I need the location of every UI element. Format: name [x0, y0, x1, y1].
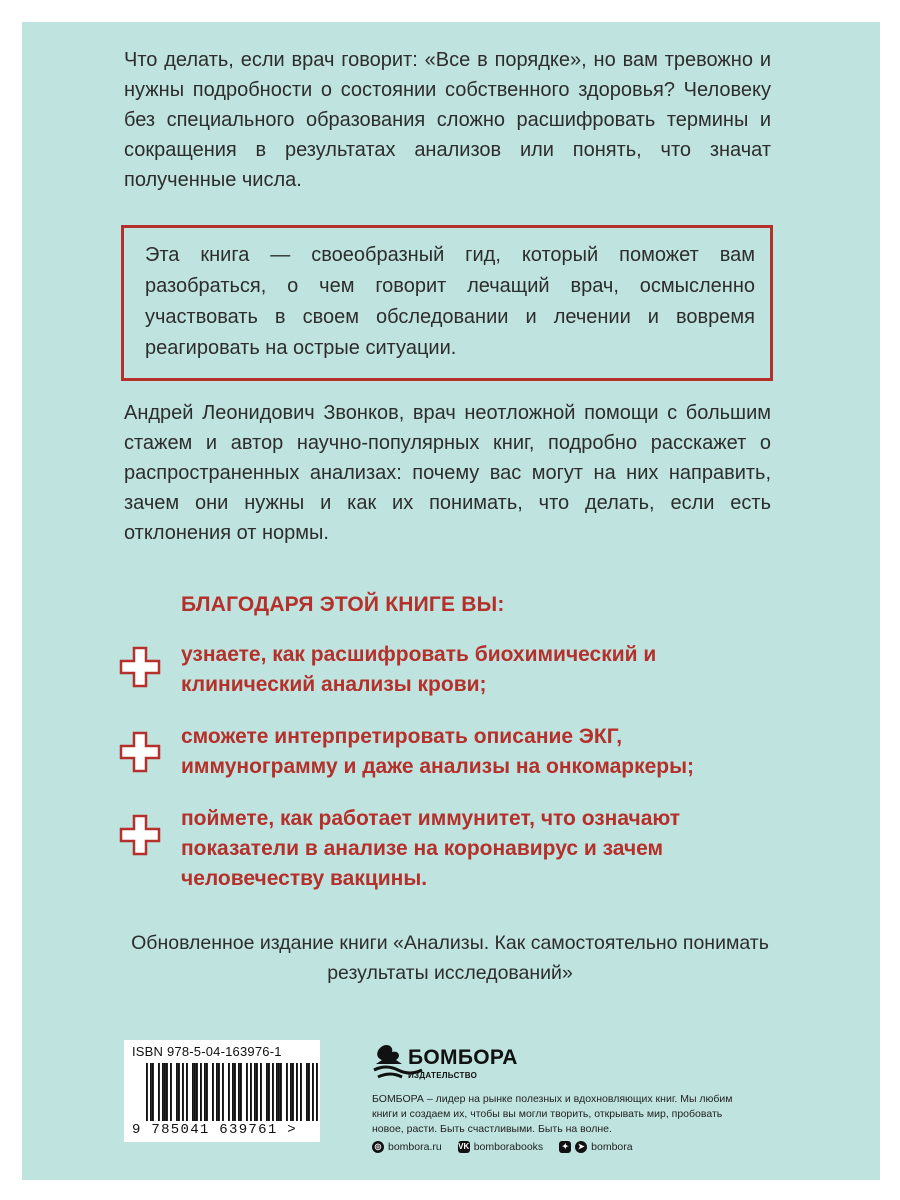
barcode-bar [216, 1063, 218, 1121]
barcode-bar [218, 1063, 220, 1121]
social-links [372, 1141, 649, 1153]
vk-link[interactable]: VK bomborabooks [458, 1141, 544, 1153]
barcode-bar [238, 1063, 240, 1121]
benefit-item: узнаете, как расшифровать биохимический и клинический анализы крови; [181, 643, 657, 696]
intro-paragraph: Что делать, если врач говорит: «Все в порядке», но вам тревожно и нужны подробности о состоянии собственного здоровья? Человеку без специального образования сложно расшифровать термины и сокращения в результатах анализов или понять, что значат полученные числа. [124, 49, 771, 191]
plus-icon [118, 813, 162, 857]
barcode-bar [272, 1063, 274, 1121]
barcode-bar [212, 1063, 214, 1121]
barcode-bar [234, 1063, 236, 1121]
barcode-bar [228, 1063, 230, 1121]
benefits-title: БЛАГОДАРЯ ЭТОЙ КНИГЕ ВЫ: [181, 593, 505, 616]
barcode-digits: 9 785041 639761 > [132, 1122, 297, 1138]
barcode-bar [152, 1063, 154, 1121]
barcode-bar [240, 1063, 242, 1121]
author-paragraph: Андрей Леонидович Звонков, врач неотложной помощи с большим стажем и автор научно-популярных книг, подробно расскажет о распространенных анализах: почему вас могут на них направить, зачем они нужны и как их понимать, что делать, если есть отклонения от нормы. [124, 402, 771, 544]
barcode-bar [186, 1063, 188, 1121]
barcode-bar [164, 1063, 166, 1121]
barcode-bar [308, 1063, 310, 1121]
barcode-bar [296, 1063, 298, 1121]
barcode-bar [254, 1063, 256, 1121]
barcode-bar [176, 1063, 178, 1121]
vk-icon: VK [458, 1142, 470, 1151]
messenger-link[interactable]: ✦ ➤ bombora [559, 1141, 632, 1153]
benefit-item: поймете, как работает иммунитет, что означают показатели в анализе на коронавирус и зачем человечеству вакцины. [181, 807, 681, 890]
barcode-bar [146, 1063, 148, 1121]
barcode-bar [316, 1063, 318, 1121]
barcode-bar [278, 1063, 280, 1121]
barcode-bar [246, 1063, 248, 1121]
barcode-bar [182, 1063, 184, 1121]
barcode-bar [276, 1063, 278, 1121]
isbn-label: ISBN 978-5-04-163976-1 [132, 1044, 282, 1059]
barcode-bars [146, 1063, 318, 1121]
barcode-bar [206, 1063, 208, 1121]
barcode-bar [250, 1063, 252, 1121]
barcode-bar [306, 1063, 308, 1121]
highlight-box [121, 225, 773, 381]
highlight-paragraph: Эта книга — своеобразный гид, который поможет вам разобраться, о чем говорит лечащий врач, осмысленно участвовать в своем обследовании и лечении и вовремя реагировать на острые ситуации. [145, 244, 755, 359]
barcode-bar [204, 1063, 206, 1121]
edition-note: Обновленное издание книги «Анализы. Как самостоятельно понимать результаты исследований» [131, 932, 769, 984]
barcode-bar [162, 1063, 164, 1121]
ok-icon: ✦ [559, 1141, 571, 1153]
barcode-bar [150, 1063, 152, 1121]
barcode-bar [266, 1063, 268, 1121]
barcode-bar [290, 1063, 292, 1121]
globe-icon: ◎ [372, 1141, 384, 1153]
telegram-icon: ➤ [575, 1141, 587, 1153]
barcode-block [124, 1040, 320, 1142]
barcode-bar [194, 1063, 196, 1121]
barcode-bar [312, 1063, 314, 1121]
barcode-bar [286, 1063, 288, 1121]
plus-icon [118, 645, 162, 689]
benefit-item: сможете интерпретировать описание ЭКГ, иммунограмму и даже анализы на онкомаркеры; [181, 725, 695, 778]
barcode-bar [222, 1063, 224, 1121]
plus-icon [118, 730, 162, 774]
barcode-bar [260, 1063, 262, 1121]
barcode-bar [256, 1063, 258, 1121]
barcode-bar [200, 1063, 202, 1121]
barcode-bar [292, 1063, 294, 1121]
barcode-bar [192, 1063, 194, 1121]
barcode-bar [300, 1063, 302, 1121]
publisher-subtitle: ИЗДАТЕЛЬСТВО [408, 1071, 478, 1080]
barcode-bar [158, 1063, 160, 1121]
barcode-bar [196, 1063, 198, 1121]
barcode-bar [232, 1063, 234, 1121]
website-link[interactable]: ◎ bombora.ru [372, 1141, 442, 1153]
barcode-bar [280, 1063, 282, 1121]
barcode-bar [166, 1063, 168, 1121]
barcode-bar [170, 1063, 172, 1121]
publisher-description: БОМБОРА – лидер на рынке полезных и вдохновляющих книг. Мы любим книги и создаем их, чтобы вы могли творить, открывать мир, пробовать новое, расти. Быть счастливыми. Быть на волне. [372, 1093, 733, 1135]
barcode-bar [268, 1063, 270, 1121]
publisher-name: БОМБОРА [408, 1046, 518, 1069]
barcode-bar [178, 1063, 180, 1121]
